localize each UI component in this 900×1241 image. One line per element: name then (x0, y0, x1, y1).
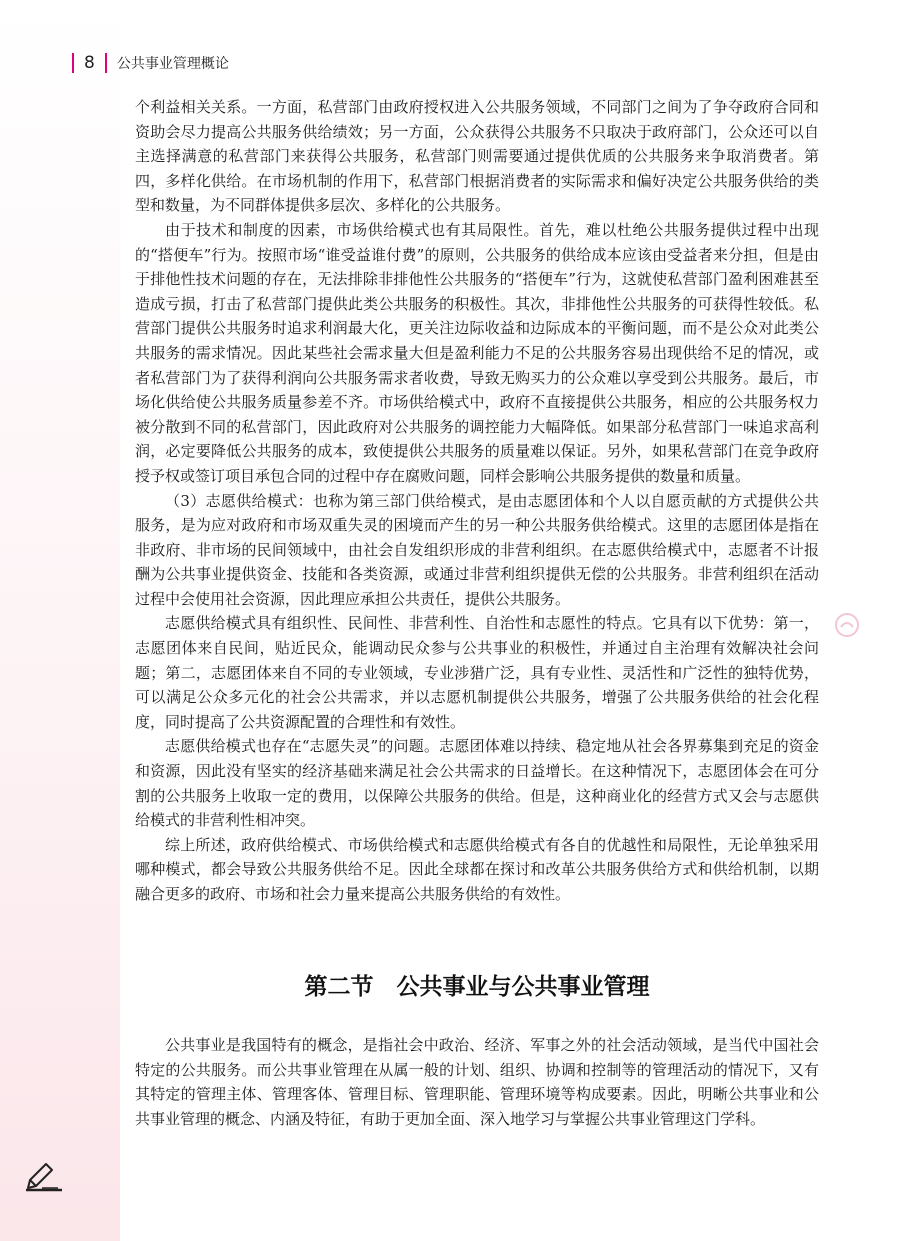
left-margin-band (0, 0, 120, 1241)
section-title: 第二节 公共事业与公共事业管理 (304, 974, 650, 1000)
book-title: 公共事业管理概论 (116, 56, 229, 72)
body-text (135, 95, 819, 907)
side-mark-icon (832, 610, 862, 640)
header-bar-left (72, 53, 74, 73)
paragraph: 个利益相关关系。一方面，私营部门由政府授权进入公共服务领域，不同部门之间为了争夺政府合同和资助会尽力提高公共服务供给绩效；另一方面，公众获得公共服务不只取决于政府部门，公众还可以自主选择满意的私营部门来获得公共服务，私营部门则需要通过提供优质的公共服务来争取消费者。第四，多样化供给。在市场机制的作用下，私营部门根据消费者的实际需求和偏好决定公共服务供给的类型和数量，为不同群体提供多层次、多样化的公共服务。 (135, 98, 819, 215)
header-bar-right (105, 53, 107, 73)
paragraph: 由于技术和制度的因素，市场供给模式也有其局限性。首先，难以杜绝公共服务提供过程中出现的“搭便车”行为。按照市场“谁受益谁付费”的原则，公共服务的供给成本应该由受益者来分担，但是由于排他性技术问题的存在，无法排除非排他性公共服务的“搭便车”行为，这就使私营部门盈利困难甚至造成亏损，打击了私营部门提供此类公共服务的积极性。其次，非排他性公共服务的可获得性较低。私营部门提供公共服务时追求利润最大化，更关注边际收益和边际成本的平衡问题，而不是公众对此类公共服务的需求情况。因此某些社会需求量大但是盈利能力不足的公共服务容易出现供给不足的情况，或者私营部门为了获得利润向公共服务需求者收费，导致无购买力的公众难以享受到公共服务。最后，市场化供给使公共服务质量参差不齐。市场供给模式中，政府不直接提供公共服务，相应的公共服务权力被分散到不同的私营部门，因此政府对公共服务的调控能力大幅降低。如果部分私营部门一味追求高利润，必定要降低公共服务的成本，致使提供公共服务的质量难以保证。另外，如果私营部门在竞争政府授予权或签订项目承包合同的过程中存在腐败问题，同样会影响公共服务提供的数量和质量。 (135, 220, 819, 485)
section-body (135, 1033, 819, 1131)
paragraph: 综上所述，政府供给模式、市场供给模式和志愿供给模式有各自的优越性和局限性，无论单独采用哪种模式，都会导致公共服务供给不足。因此全球都在探讨和改革公共服务供给方式和供给机制，以期融合更多的政府、市场和社会力量来提高公共服务供给的有效性。 (135, 835, 819, 903)
paragraph: 公共事业是我国特有的概念，是指社会中政治、经济、军事之外的社会活动领域，是当代中国社会特定的公共服务。而公共事业管理在从属一般的计划、组织、协调和控制等的管理活动的情况下，又有其特定的管理主体、管理客体、管理目标、管理职能、管理环境等构成要素。因此，明晰公共事业和公共事业管理的概念、内涵及特征，有助于更加全面、深入地学习与掌握公共事业管理这门学科。 (135, 1036, 819, 1128)
pen-icon (24, 1158, 64, 1192)
page-number: 8 (84, 53, 95, 73)
running-header (72, 48, 229, 78)
paragraph: 志愿供给模式具有组织性、民间性、非营利性、自治性和志愿性的特点。它具有以下优势：第一，志愿团体来自民间，贴近民众，能调动民众参与公共事业的积极性，并通过自主治理有效解决社会问题；第二，志愿团体来自不同的专业领域，专业涉猎广泛，具有专业性、灵活性和广泛性的独特优势，可以满足公众多元化的社会公共需求，并以志愿机制提供公共服务，增强了公共服务供给的社会化程度，同时提高了公共资源配置的合理性和有效性。 (135, 614, 819, 731)
paragraph: （3）志愿供给模式：也称为第三部门供给模式，是由志愿团体和个人以自愿贡献的方式提供公共服务，是为应对政府和市场双重失灵的困境而产生的另一种公共服务供给模式。这里的志愿团体是指在非政府、非市场的民间领域中，由社会自发组织形成的非营利组织。在志愿供给模式中，志愿者不计报酬为公共事业提供资金、技能和各类资源，或通过非营利组织提供无偿的公共服务。非营利组织在活动过程中会使用社会资源，因此理应承担公共责任，提供公共服务。 (135, 491, 819, 608)
paragraph: 志愿供给模式也存在“志愿失灵”的问题。志愿团体难以持续、稳定地从社会各界募集到充足的资金和资源，因此没有坚实的经济基础来满足社会公共需求的日益增长。在这种情况下，志愿团体会在可分割的公共服务上收取一定的费用，以保障公共服务的供给。但是，这种商业化的经营方式又会与志愿供给模式的非营利性相冲突。 (135, 737, 819, 830)
